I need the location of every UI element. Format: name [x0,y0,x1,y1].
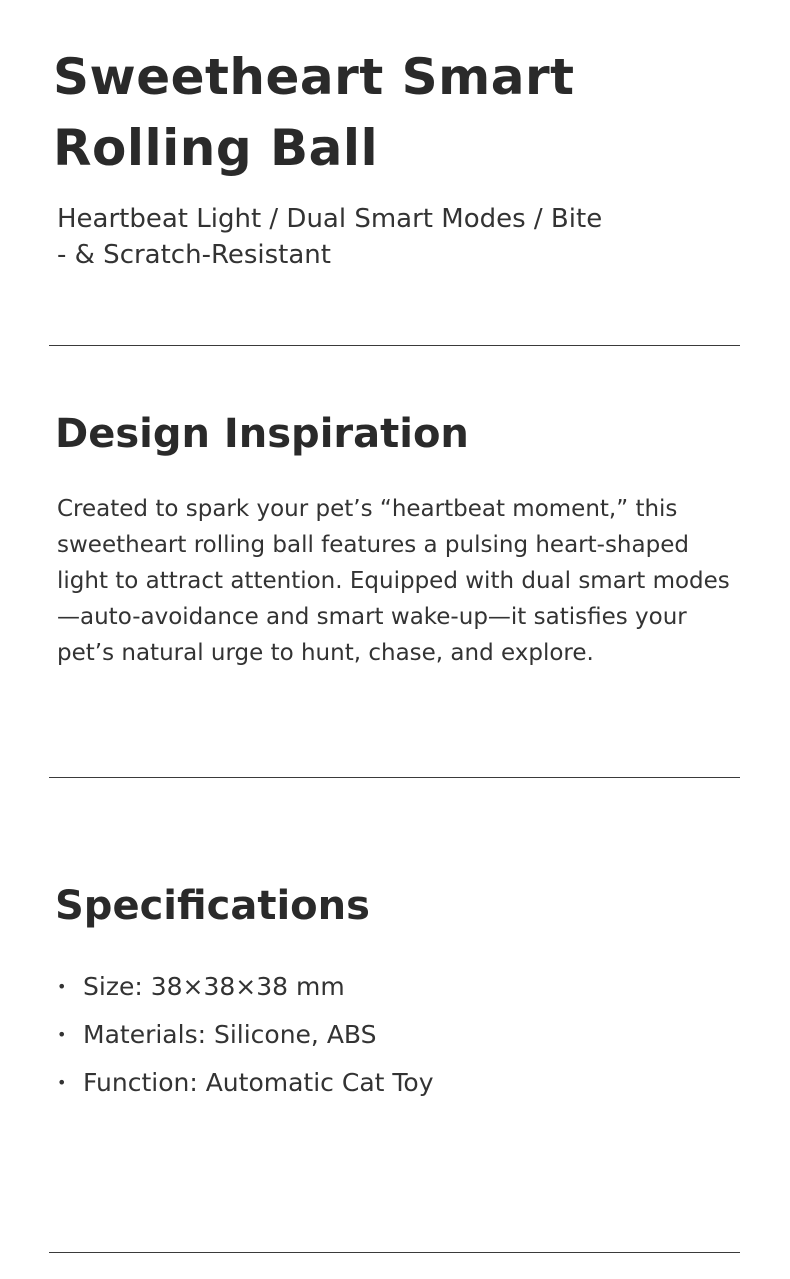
spec-text: Size: 38×38×38 mm [83,971,345,1001]
product-title: Sweetheart Smart Rolling Ball [53,48,575,177]
bullet-icon: • [57,976,67,996]
specifications-heading: Specifications [55,883,370,929]
product-subtitle: Heartbeat Light / Dual Smart Modes / Bite - & Scratch-Resistant [57,204,603,270]
divider [49,777,740,778]
spec-text: Function: Automatic Cat Toy [83,1067,434,1097]
bullet-icon: • [57,1024,67,1044]
bullet-icon: • [57,1072,67,1092]
spec-item-function [57,1058,737,1106]
spec-text: Materials: Silicone, ABS [83,1019,377,1049]
divider [49,345,740,346]
design-inspiration-text: Created to spark your pet’s “heartbeat moment,” this sweetheart rolling ball features a pulsing heart-shaped light to attract attention. Equipped with dual smart modes—auto-avoidance and smart wake-up—it satisfies your pet’s natural urge to hunt, chase, and explore. [57,496,730,666]
spec-item-materials [57,1010,737,1058]
specifications-list [57,962,737,1106]
spec-item-size [57,962,737,1010]
divider [49,1252,740,1253]
design-inspiration-heading: Design Inspiration [55,411,469,457]
